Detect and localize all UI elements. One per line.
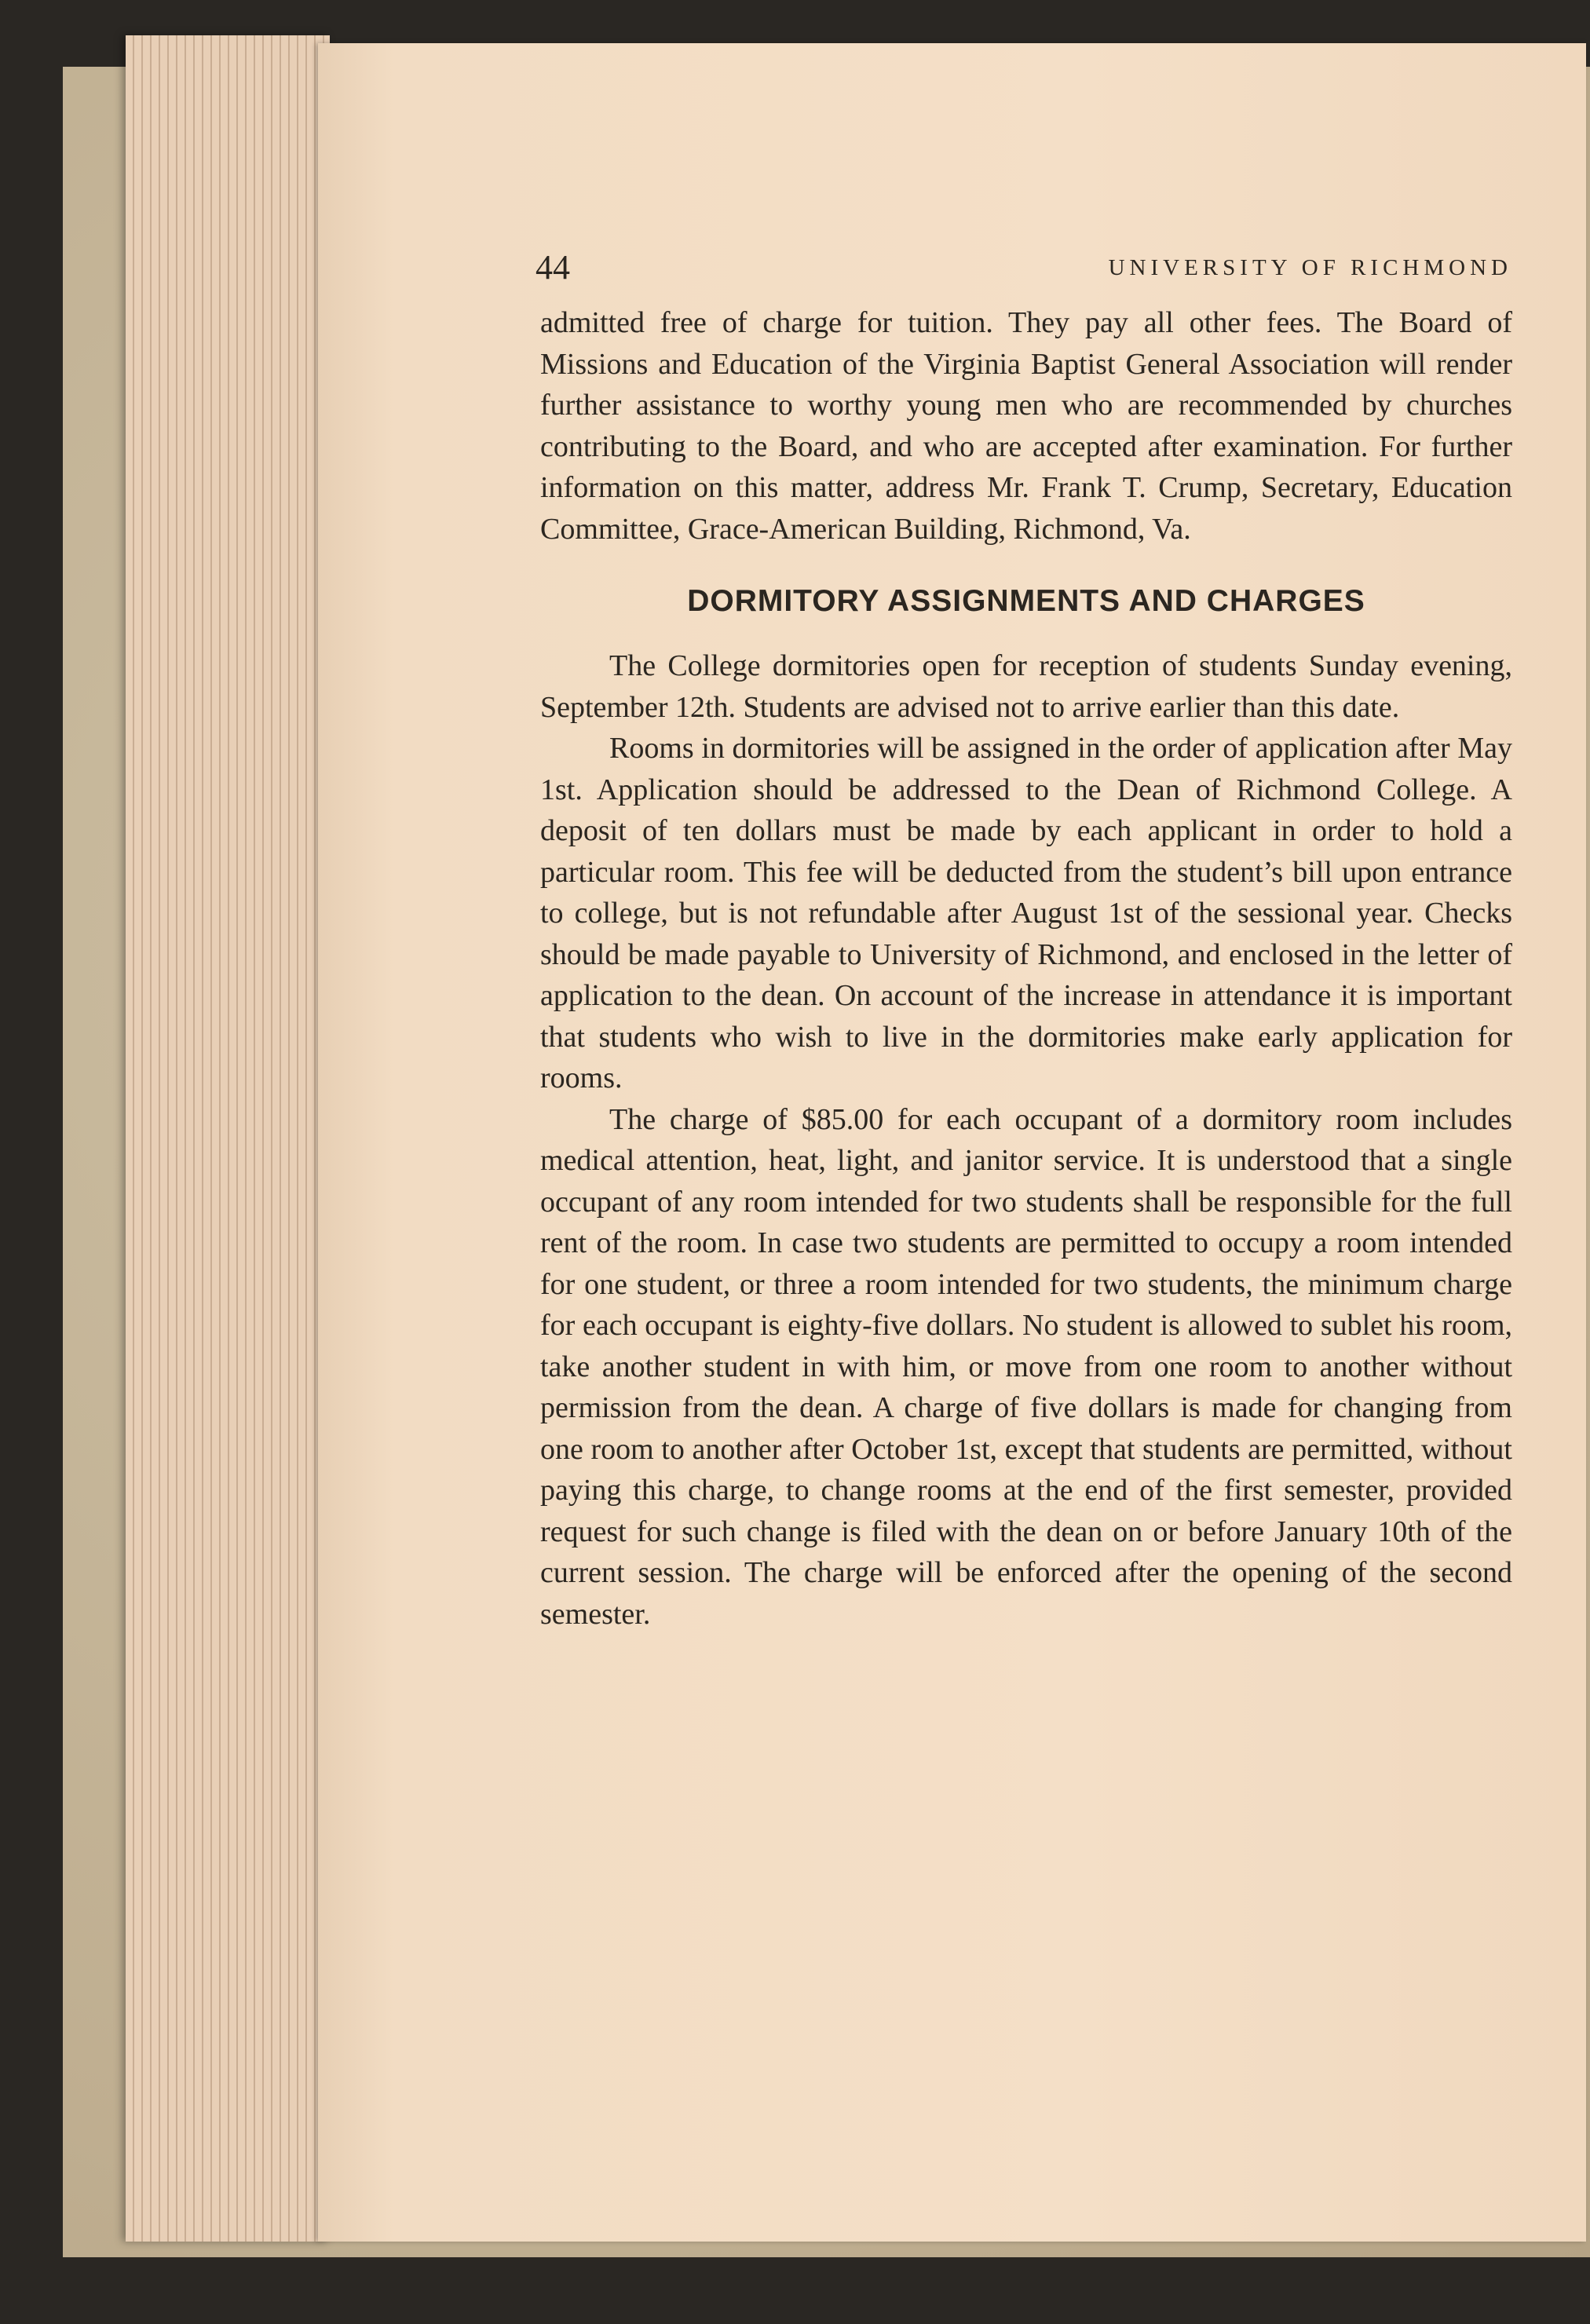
running-title: UNIVERSITY OF RICHMOND bbox=[1108, 255, 1512, 280]
paragraph-opening-dates: The College dormitories open for reception of students Sunday evening, September 12th. Students are advised not to arrive earlier than this date. bbox=[540, 649, 1512, 724]
continuation-paragraph: admitted free of charge for tuition. They pay all other fees. The Board of Missions and Education of the Virginia Baptist General Association will render further assistance to worthy young men who are recommended by churches contributing to the Board, and who are accepted after examination. For further information on this matter, address Mr. Frank T. Crump, Secretary, Education Committee, Grace-American Building, Richmond, Va. bbox=[540, 306, 1512, 546]
paragraph-room-assignment: Rooms in dormitories will be assigned in the order of application after May 1st. Application should be addressed to the Dean of Richmond College. A deposit of ten dollars must be made by each applicant in order to hold a particular room. This fee will be deducted from the student’s bill upon entrance to college, but is not refundable after August 1st of the sessional year. Checks should be made payable to University of Richmond, and enclosed in the letter of application to the dean. On account of the increase in attendance it is important that students who wish to live in the dormitories make early application for rooms. bbox=[540, 732, 1512, 1094]
running-head bbox=[535, 247, 1512, 302]
section-heading: DORMITORY ASSIGNMENTS AND CHARGES bbox=[687, 584, 1365, 618]
page-number: 44 bbox=[535, 248, 570, 287]
paragraph-room-charges: The charge of $85.00 for each occupant of a dormitory room includes medical attention, heat, light, and janitor service. It is understood that a single occupant of any room intended for two students shall be responsible for the full rent of the room. In case two students are permitted to occupy a room intended for one student, or three a room intended for two students, the minimum charge for each occupant is eighty-five dollars. No student is allowed to sublet his room, take another student in with him, or move from one room to another without permission from the dean. A charge of five dollars is made for changing from one room to another after October 1st, except that students are permitted, without paying this charge, to change rooms at the end of the first semester, provided request for such change is filed with the dean on or before January 10th of the current session. The charge will be enforced after the opening of the second semester. bbox=[540, 1102, 1512, 1631]
page-content bbox=[535, 247, 1512, 1635]
page-edges bbox=[126, 35, 330, 2242]
